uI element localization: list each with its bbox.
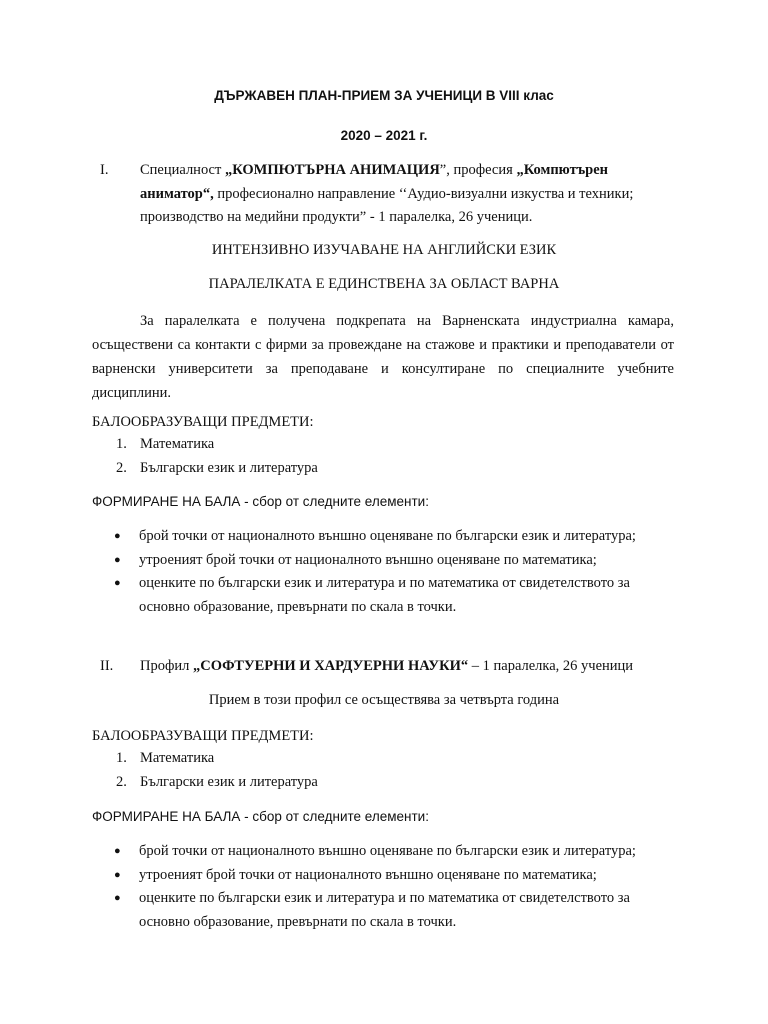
section-2-note: Прием в този профил се осъществява за четвърта година <box>208 692 560 708</box>
bullet-icon: ● <box>114 530 121 542</box>
list-item <box>92 747 672 771</box>
section-2-text <box>140 655 680 679</box>
document-title: ДЪРЖАВЕН ПЛАН-ПРИЕМ ЗА УЧЕНИЦИ В VIII клас <box>214 88 554 103</box>
section-1-subheading-english: ИНТЕНЗИВНО ИЗУЧАВАНЕ НА АНГЛИЙСКИ ЕЗИК <box>211 242 557 258</box>
list-item <box>92 457 672 481</box>
bullet-item <box>92 840 682 864</box>
bullet-item <box>92 887 682 934</box>
list-item-text: Математика <box>140 436 215 452</box>
list-item-text: Български език и литература <box>140 459 318 476</box>
bullet-text: оценките по български език и литература и по математика от свидетелството за основно образование, превърнати по скала в точки. <box>139 575 630 615</box>
section-1-text-part: Специалност <box>140 162 225 178</box>
bullet-text: брой точки от националното външно оценяване по български език и литература; <box>139 528 636 544</box>
bullet-icon: ● <box>114 553 121 566</box>
bullet-item <box>92 525 682 549</box>
section-1-text-part: ”, професия <box>439 162 517 178</box>
section-2-text-part: Профил <box>140 658 193 674</box>
bullet-item <box>92 572 682 619</box>
specialty-name: „КОМПЮТЪРНА АНИМАЦИЯ <box>224 162 440 178</box>
profession-name: „Компютърен аниматор“, <box>140 162 609 202</box>
section-1-text <box>140 159 680 230</box>
document-year: 2020 – 2021 г. <box>340 128 428 143</box>
list-item-number: 2. <box>116 773 127 790</box>
list-item-number: 1. <box>116 436 127 452</box>
bullet-text: брой точки от националното външно оценяване по български език и литература; <box>139 843 636 859</box>
section-2-numeral: II. <box>100 658 114 674</box>
section-2-subjects-label: БАЛООБРАЗУВАЩИ ПРЕДМЕТИ: <box>92 728 314 744</box>
bullet-item <box>92 549 682 573</box>
bullet-text: оценките по български език и литература и по математика от свидетелството за основно образование, превърнати по скала в точки. <box>139 890 630 930</box>
list-item <box>92 433 672 457</box>
section-1-numeral: I. <box>100 162 109 178</box>
list-item-text: Български език и литература <box>140 773 318 790</box>
section-1-paragraph: За паралелката е получена подкрепата на Варненската индустриална камара, осъществени са контакти с фирми за провеждане на стажове и практики и преподаватели от варненски университети за преподаване и консултиране по специалните учебните дисциплини. <box>92 313 674 401</box>
section-1-text-part: професионално направление ‘‘Аудио-визуални изкуства и техники; производство на медийни продукти” - 1 паралелка, 26 ученици. <box>140 185 634 225</box>
section-1-heading <box>100 159 680 230</box>
section-1-subjects-list <box>92 433 672 480</box>
list-item-text: Математика <box>140 750 215 766</box>
bullet-icon: ● <box>114 892 121 904</box>
bullet-icon: ● <box>114 845 121 857</box>
list-item-number: 1. <box>116 750 127 766</box>
list-item <box>92 771 672 795</box>
section-2-score-label: ФОРМИРАНЕ НА БАЛА - сбор от следните елементи: <box>92 809 429 824</box>
section-2-text-part: – 1 паралелка, 26 ученици <box>468 658 634 674</box>
bullet-text: утроеният брой точки от националното външно оценяване по математика; <box>139 551 597 568</box>
section-1-score-label: ФОРМИРАНЕ НА БАЛА - сбор от следните елементи: <box>92 494 429 509</box>
section-1-score-list <box>92 525 682 619</box>
section-2-score-list <box>92 840 682 934</box>
bullet-icon: ● <box>114 868 121 881</box>
bullet-text: утроеният брой точки от националното външно оценяване по математика; <box>139 866 597 883</box>
profile-name: „СОФТУЕРНИ И ХАРДУЕРНИ НАУКИ“ <box>193 658 469 674</box>
bullet-icon: ● <box>114 577 121 589</box>
section-1-subjects-label: БАЛООБРАЗУВАЩИ ПРЕДМЕТИ: <box>92 414 314 430</box>
bullet-item <box>92 864 682 888</box>
section-1-subheading-unique: ПАРАЛЕЛКАТА Е ЕДИНСТВЕНА ЗА ОБЛАСТ ВАРНА <box>208 276 560 292</box>
section-2-heading <box>100 655 680 679</box>
list-item-number: 2. <box>116 459 127 476</box>
section-2-subjects-list <box>92 747 672 794</box>
